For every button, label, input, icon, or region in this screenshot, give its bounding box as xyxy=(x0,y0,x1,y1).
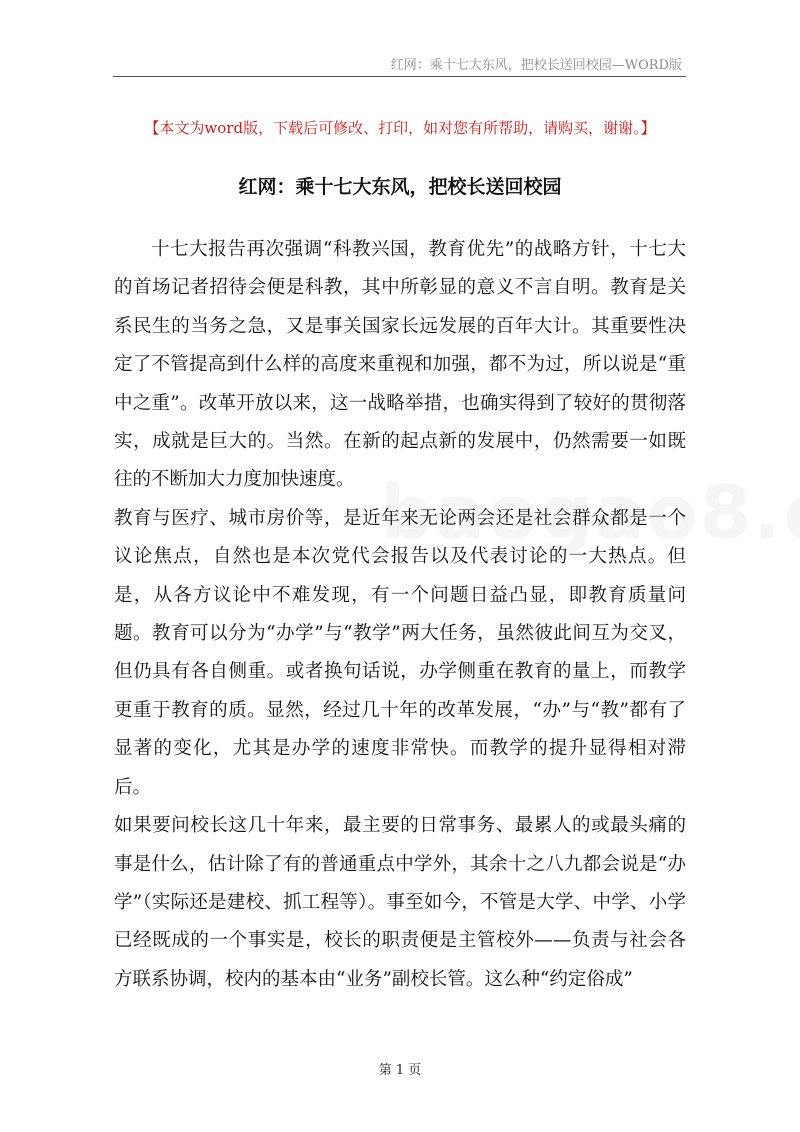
download-notice: 【本文为word版，下载后可修改、打印，如对您有所帮助，请购买，谢谢。】 xyxy=(144,119,656,137)
paragraph-3: 如果要问校长这几十年来，最主要的日常事务、最累人的或最头痛的事是什么，估计除了有的普通重点中学外，其余十之八九都会说是“办学”（实际还是建校、抓工程等）。事至如今，不管是大学、中学、小学已经既成的一个事实是，校长的职责便是主管校外——负责与社会各方联系协调，校内的基本由“业务”副校长管。这么种“约定俗成” xyxy=(114,815,686,990)
paragraph-1: 十七大报告再次强调“科教兴国，教育优先”的战略方针，十七大的首场记者招待会便是科教，其中所彰显的意义不言自明。教育是关系民生的当务之急，又是事关国家长远发展的百年大计。其重要性决定了不管提高到什么样的高度来重视和加强，都不为过，所以说是“重中之重”。改革开放以来，这一战略举措，也确实得到了较好的贯彻落实，成就是巨大的。当然。在新的起点新的发展中，仍然需要一如既往的不断加大力度加快速度。 xyxy=(114,239,686,491)
page-number: 第 1 页 xyxy=(378,1063,422,1078)
document-title: 红网：乘十七大东风，把校长送回校园 xyxy=(238,176,562,198)
document-body xyxy=(114,231,686,999)
paragraph-2: 教育与医疗、城市房价等，是近年来无论两会还是社会群众都是一个议论焦点，自然也是本次党代会报告以及代表讨论的一大热点。但是，从各方议论中不难发现，有一个问题日益凸显，即教育质量问题。教育可以分为“办学”与“教学”两大任务，虽然彼此间互为交叉，但仍具有各自侧重。或者换句话说，办学侧重在教育的量上，而教学更重于教育的质。显然，经过几十年的改革发展，“办”与“教”都有了显著的变化，尤其是办学的速度非常快。而教学的提升显得相对滞后。 xyxy=(114,507,686,798)
running-header: 红网：乘十七大东风，把校长送回校园—WORD版 xyxy=(390,58,682,73)
header-divider xyxy=(113,76,686,77)
